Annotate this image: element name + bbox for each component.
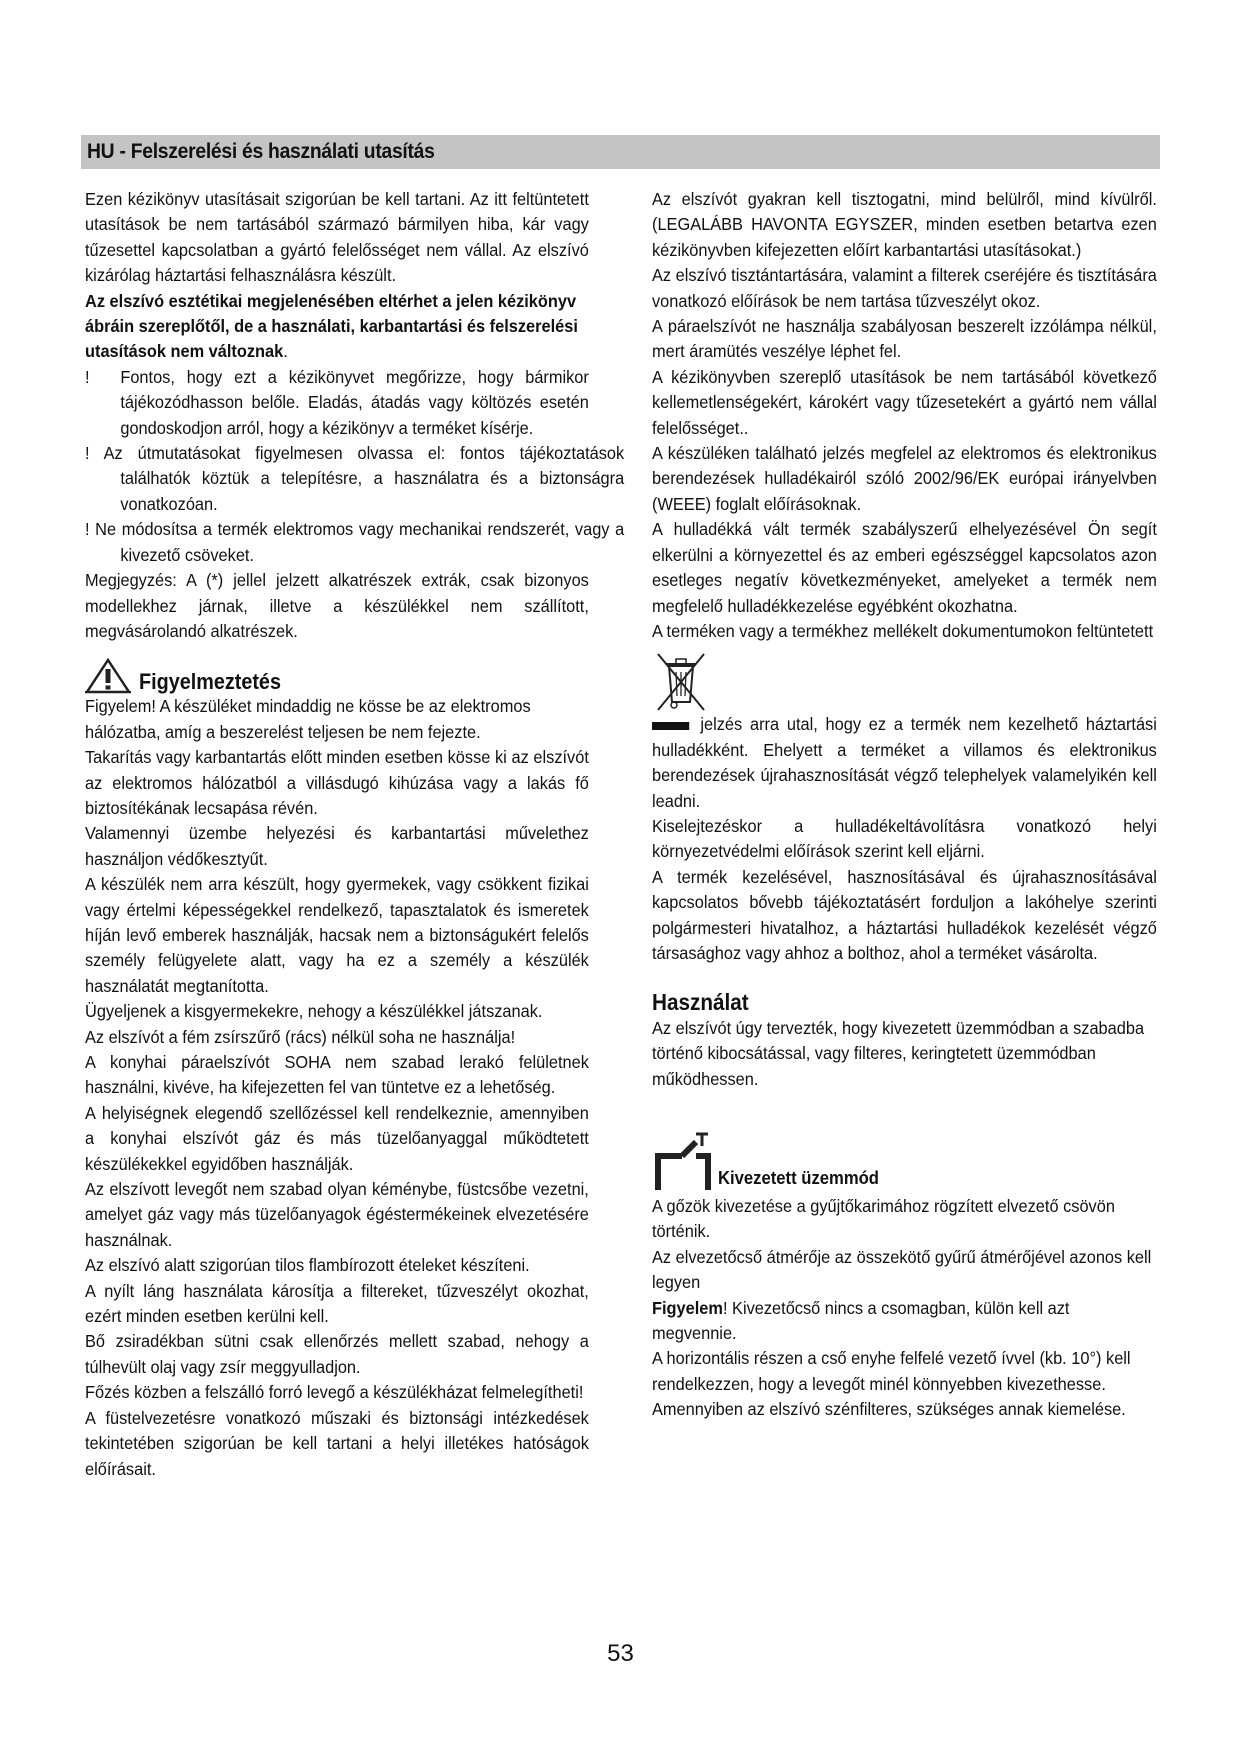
warning-paragraph: Bő zsiradékban sütni csak ellenőrzés mellett szabad, nehogy a túlhevült olaj vagy zsír meggyulladjon. bbox=[85, 1331, 589, 1377]
warning-paragraph: A nyílt láng használata károsítja a filtereket, tűzveszélyt okozhat, ezért minden esetben kerülni kell. bbox=[85, 1280, 589, 1327]
note-paragraph: Megjegyzés: A (*) jellel jelzett alkatrészek extrák, csak bizonyos modellekhez járnak, illetve a készülékkel nem szállított, megvásárolandó alkatrészek. bbox=[85, 570, 589, 641]
bold-notice bbox=[85, 289, 589, 365]
ducted-warning-text: ! Kivezetőcső nincs a csomagban, külön kell azt megvennie. bbox=[652, 1297, 1070, 1344]
weee-paragraph: A hulladékká vált termék szabályszerű elhelyezésével Ön segít elkerülni a környezettel és az emberi egészséggel kapcsolatos azon esetleges negatív következményeket, amelyeket a termék nem megfelelő hulladékkezelése egyébként okozhatna. bbox=[652, 519, 1157, 616]
warning-triangle-icon bbox=[85, 658, 131, 694]
warning-paragraph: A füstelvezetésre vonatkozó műszaki és biztonsági intézkedések tekintetében szigorúan be kell tartani a helyi illetékes hatóságok előírásait. bbox=[85, 1407, 589, 1479]
usage-title: Használat bbox=[652, 989, 749, 1016]
right-column bbox=[652, 187, 1157, 1423]
warning-paragraph: A készülék nem arra készült, hogy gyermekek, vagy csökkent fizikai vagy értelmi képességekkel rendelkező, tapasztalatok és ismeretek híján levő emberek használják, hacsak nem a biztonságukért felelős személy felügyelete alatt, vagy ha ez a személy a készülék használatát megtanította. bbox=[85, 874, 589, 996]
warning-paragraph: A helyiségnek elegendő szellőzéssel kell rendelkeznie, amennyiben a konyhai elszívót gáz és más tüzelőanyaggal működtetett készülékekkel egyidőben használják. bbox=[85, 1102, 589, 1174]
bullet-mark: ! bbox=[85, 366, 90, 387]
weee-paragraph: Kiselejtezéskor a hulladékeltávolításra vonatkozó helyi környezetvédelmi előírások szerint kell eljárni. bbox=[652, 815, 1157, 862]
weee-paragraph-text: jelzés arra utal, hogy ez a termék nem kezelhető háztartási hulladékként. Ehelyett a terméket a villamos és elektronikus berendezések újrahasznosítását végző telephelyek valamelyikén kell leadni. bbox=[652, 714, 1157, 811]
ducted-hood-icon bbox=[652, 1132, 714, 1194]
weee-paragraph: A készüléken található jelzés megfelel az elektromos és elektronikus berendezések hulladékairól szóló 2002/96/EK európai irányelvben (WEEE) foglalt előírásoknak. bbox=[652, 443, 1157, 514]
warning-paragraph: Ügyeljenek a kisgyermekekre, nehogy a készülékkel játszanak. bbox=[85, 1001, 543, 1022]
warning-paragraph: Takarítás vagy karbantartás előtt minden esetben kösse ki az elszívót az elektromos hálózatból a villásdugó kihúzása vagy a lakás fő biztosítékának lecsapása révén. bbox=[85, 747, 589, 818]
maintenance-paragraph: A páraelszívót ne használja szabályosan beszerelt izzólámpa nélkül, mert áramütés veszélye léphet fel. bbox=[652, 316, 1157, 362]
bullet-text: Fontos, hogy ezt a kézikönyvet megőrizze, hogy bármikor tájékozódhasson belőle. Eladás, átadás vagy költözés esetén gondoskodjon arról, hogy a kézikönyv a terméket kísérje. bbox=[120, 366, 589, 438]
ducted-title: Kivezetett üzemmód bbox=[718, 1166, 879, 1188]
warning-paragraph: A konyhai páraelszívót SOHA nem szabad lerakó felületnek használni, kivéve, ha kifejezetten fel van tüntetve ez a lehetőség. bbox=[85, 1052, 589, 1098]
bullet-mark: ! Az bbox=[85, 443, 123, 464]
left-column bbox=[85, 187, 625, 1482]
ducted-paragraph: Az elvezetőcső átmérője az összekötő gyűrű átmérőjével azonos kell legyen bbox=[652, 1246, 1152, 1293]
maintenance-paragraph: A kézikönyvben szereplő utasítások be nem tartásából következő kellemetlenségekért, károkért vagy tűzesetekért a gyártó nem vállal felelősséget.. bbox=[652, 366, 1157, 438]
warning-title: Figyelmeztetés bbox=[139, 668, 281, 694]
bullet-item bbox=[85, 517, 624, 568]
ducted-warning-bold: Figyelem bbox=[652, 1297, 723, 1318]
page-number: 53 bbox=[607, 1640, 634, 1667]
ducted-warning bbox=[652, 1296, 1157, 1347]
usage-paragraph: Az elszívót úgy tervezték, hogy kivezetett üzemmódban a szabadba történő kibocsátással, vagy filteres, keringtetett üzemmódban működhessen. bbox=[652, 1017, 1145, 1089]
weee-symbol bbox=[652, 650, 1157, 712]
warning-paragraph: Valamennyi üzembe helyezési és karbantartási művelethez használjon védőkesztyűt. bbox=[85, 823, 589, 869]
warning-paragraph: Az elszívót a fém zsírszűrő (rács) nélkül soha ne használja! bbox=[85, 1026, 516, 1047]
bold-notice-end: . bbox=[283, 341, 288, 362]
section-header bbox=[81, 135, 1160, 169]
weee-paragraph: A terméken vagy a termékhez mellékelt dokumentumokon feltüntetett bbox=[652, 620, 1154, 641]
crossed-bin-icon bbox=[652, 650, 708, 712]
warning-paragraph: Az elszívott levegőt nem szabad olyan kéménybe, füstcsőbe vezetni, amelyet gáz vagy más tüzelőanyagok égéstermékeinek elvezetésére használnak. bbox=[85, 1179, 589, 1250]
weee-paragraph: A termék kezelésével, hasznosításával és újrahasznosításával kapcsolatos bővebb tájékoztatásért forduljon a lakóhelye szerinti polgármesteri hivatalhoz, a háztartási hulladékok kezelését végző társasághoz vagy ahhoz a bolthoz, ahol a terméket vásárolta. bbox=[652, 866, 1157, 963]
bullet-text: módosítsa a termék elektromos vagy mechanikai rendszerét, vagy a kivezető csöveket. bbox=[120, 519, 625, 565]
warning-paragraph: Az elszívó alatt szigorúan tilos flambírozott ételeket készíteni. bbox=[85, 1255, 530, 1276]
bullet-mark: ! Ne bbox=[85, 519, 117, 540]
ducted-paragraph: A gőzök kivezetése a gyűjtőkarimához rögzített elvezető csövön történik. bbox=[652, 1196, 1115, 1242]
bullet-item bbox=[85, 365, 589, 441]
ducted-heading bbox=[652, 1132, 1157, 1194]
bold-notice-text: Az elszívó esztétikai megjelenésében eltérhet a jelen kézikönyv ábráin szereplőtől, de a használati, karbantartási és felszerelési utasítások nem változnak bbox=[85, 290, 578, 362]
section-title: HU - Felszerelési és használati utasítás bbox=[87, 140, 435, 163]
intro-paragraph: Ezen kézikönyv utasításait szigorúan be kell tartani. Az itt feltüntetett utasítások be nem tartásából származó bármilyen hiba, kár vagy tűzesettel kapcsolatban a gyártó felelősséget nem vállal. Az elszívó kizárólag háztartási felhasználásra készült. bbox=[85, 189, 589, 286]
maintenance-paragraph: Az elszívót gyakran kell tisztogatni, mind belülről, mind kívülről. (LEGALÁBB HAVONTA EGYSZER, minden esetben betartva ezen kézikönyvben kifejezetten előírt karbantartási utasításokat.) bbox=[652, 189, 1157, 260]
ducted-paragraph: Amennyiben az elszívó szénfilteres, szükséges annak kiemelése. bbox=[652, 1399, 1126, 1420]
warning-heading bbox=[85, 654, 589, 694]
warning-paragraph: Főzés közben a felszálló forró levegő a készülékházat felmelegítheti! bbox=[85, 1382, 584, 1403]
weee-paragraph bbox=[652, 712, 1157, 814]
bullet-text: útmutatásokat figyelmesen olvassa el: fontos tájékoztatások találhatók köztük a telepítésre, a használatra és a biztonságra vonatkozóan. bbox=[120, 443, 625, 514]
weee-bar-icon bbox=[652, 722, 689, 730]
bullet-item bbox=[85, 441, 624, 517]
maintenance-paragraph: Az elszívó tisztántartására, valamint a filterek cseréjére és tisztítására vonatkozó előírások be nem tartása tűzveszélyt okoz. bbox=[652, 265, 1157, 311]
warning-paragraph: Figyelem! A készüléket mindaddig ne kösse be az elektromos hálózatba, amíg a beszerelést teljesen be nem fejezte. bbox=[85, 696, 531, 742]
ducted-paragraph: A horizontális részen a cső enyhe felfelé vezető ívvel (kb. 10°) kell rendelkezzen, hogy a levegőt minél könnyebben kivezethesse. bbox=[652, 1348, 1131, 1394]
